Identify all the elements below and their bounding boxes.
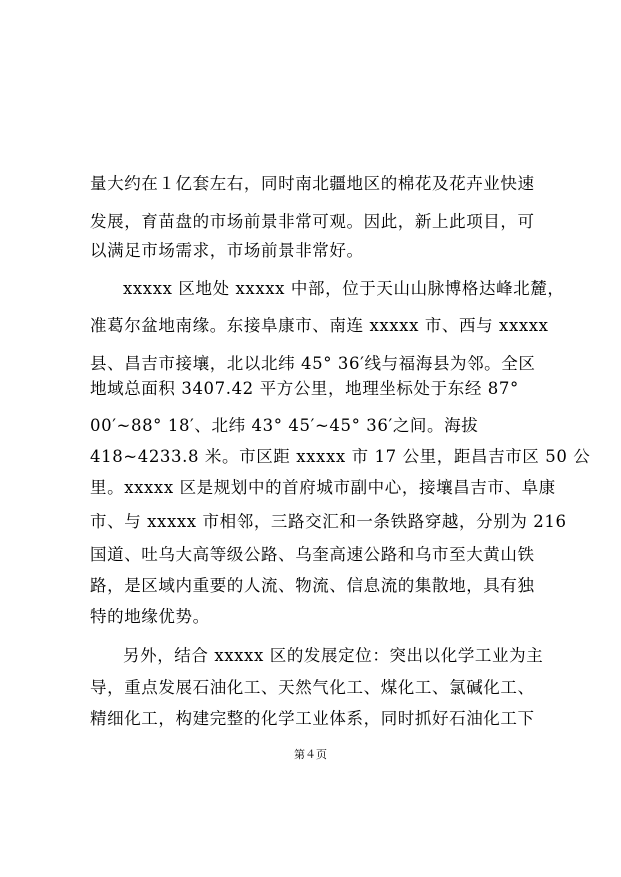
paragraph-line: xxxxx 区地处 xxxxx 中部，位于天山山脉博格达峰北麓，: [123, 279, 565, 298]
page-number: 第４页: [294, 748, 327, 761]
paragraph-line: 国道、吐乌大高等级公路、乌奎高速公路和乌市至大黄山铁: [90, 545, 535, 564]
paragraph-line: 里。xxxxx 区是规划中的首府城市副中心，接壤昌吉市、阜康: [90, 478, 556, 497]
paragraph-line: 418~4233.8 米。市区距 xxxxx 市 17 公里，距昌吉市区 50 公: [90, 447, 591, 466]
paragraph-line: 另外，结合 xxxxx 区的发展定位：突出以化学工业为主: [123, 646, 544, 665]
paragraph-line: 特的地缘优势。: [90, 607, 210, 626]
paragraph-line: 地域总面积 3407.42 平方公里，地理坐标处于东经 87°: [90, 379, 519, 398]
paragraph-line: 以满足市场需求，市场前景非常好。: [90, 241, 364, 260]
paragraph-line: 准葛尔盆地南缘。东接阜康市、南连 xxxxx 市、西与 xxxxx: [90, 316, 549, 335]
paragraph-line: 00′~88° 18′、北纬 43° 45′~45° 36′之间。海拔: [90, 416, 479, 435]
paragraph-line: 县、昌吉市接壤，北以北纬 45° 36′线与福海县为邻。全区: [90, 354, 536, 373]
paragraph-line: 精细化工，构建完整的化学工业体系，同时抓好石油化工下: [90, 709, 535, 728]
paragraph-line: 发展，育苗盘的市场前景非常可观。因此，新上此项目，可: [90, 212, 535, 231]
paragraph-line: 市、与 xxxxx 市相邻，三路交汇和一条铁路穿越，分别为 216: [90, 512, 567, 531]
paragraph-line: 量大约在１亿套左右，同时南北疆地区的棉花及花卉业快速: [90, 174, 535, 193]
paragraph-line: 导，重点发展石油化工、天然气化工、煤化工、氯碱化工、: [90, 678, 535, 697]
paragraph-line: 路，是区域内重要的人流、物流、信息流的集散地，具有独: [90, 576, 535, 595]
